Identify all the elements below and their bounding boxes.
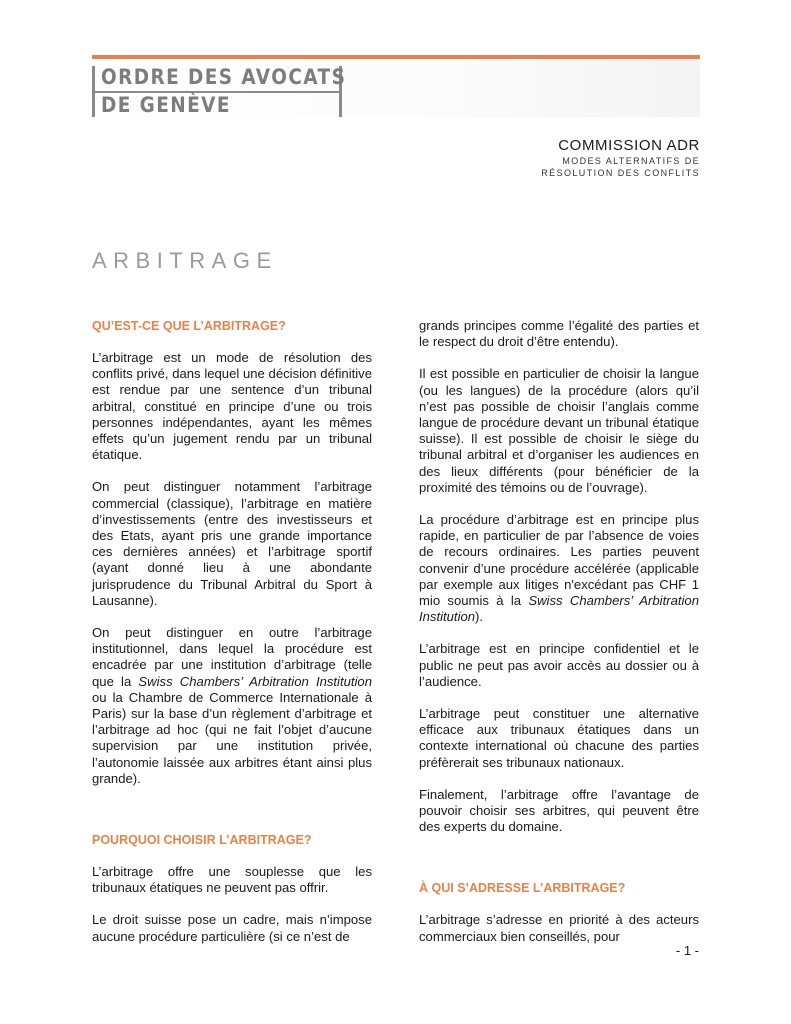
- document-title: ARBITRAGE: [92, 248, 278, 273]
- logo-line-2: DE GENÈVE: [101, 93, 231, 117]
- paragraph: Le droit suisse pose un cadre, mais n’impose aucune procédure particulière (si ce n’est de: [92, 912, 372, 944]
- section-heading-quest-ce: QU’EST-CE QUE L’ARBITRAGE?: [92, 319, 286, 333]
- paragraph-text: ).: [475, 609, 484, 625]
- logo-line-1: ORDRE DES AVOCATS: [101, 65, 347, 89]
- paragraph-text: La procédure d’arbitrage est en principe plus rapide, en particulier de par l’absence de voies de recours ordinaires. Les parties peuvent convenir d’une procédure accélérée (applicable par exemple aux litiges n'excédant pas CHF 1 mio soumis à la: [419, 512, 699, 609]
- right-column: [419, 318, 699, 945]
- paragraph: [92, 625, 372, 787]
- institution-name: Swiss Chambers’ Arbitration Institution: [138, 673, 372, 689]
- paragraph: [419, 512, 699, 625]
- commission-subtitle-2: RÉSOLUTION DES CONFLITS: [541, 168, 700, 178]
- paragraph: L’arbitrage offre une souplesse que les tribunaux étatiques ne peuvent pas offrir.: [92, 864, 372, 896]
- page-number: - 1 -: [675, 943, 699, 958]
- paragraph: L’arbitrage est en principe confidentiel et le public ne peut pas avoir accès au dossier ou à l’audience.: [419, 641, 699, 689]
- paragraph-text: ou la Chambre de Commerce Internationale à Paris) sur la base d’un règlement d’arbitrage et l’arbitrage ad hoc (qui ne fait l’objet d’aucune supervision par une institution privée, l’autonomie laissée aux arbitres étant ainsi plus grande).: [92, 689, 372, 786]
- commission-subtitle-1: MODES ALTERNATIFS DE: [562, 156, 700, 166]
- commission-title: COMMISSION ADR: [558, 137, 700, 154]
- commission-block: [541, 137, 700, 179]
- paragraph: grands principes comme l’égalité des parties et le respect du droit d’être entendu).: [419, 318, 699, 350]
- section-heading-a-qui: À QUI S’ADRESSE L’ARBITRAGE?: [419, 881, 626, 896]
- paragraph: L’arbitrage s’adresse en priorité à des acteurs commerciaux bien conseillés, pour: [419, 912, 699, 944]
- left-column: [92, 318, 372, 945]
- institution-name: Swiss Chambers’ Arbitration Institution: [419, 593, 699, 625]
- paragraph-text: On peut distinguer en outre l’arbitrage institutionnel, dans lequel la procédure est encadrée par une institution d’arbitrage (telle que la: [92, 625, 372, 689]
- paragraph: On peut distinguer notamment l’arbitrage commercial (classique), l’arbitrage en matière d’investissements (entre des investisseurs et des Etats, ayant pris une grande importance ces dernières années) et l’arbitrage sportif (ayant donné lieu à une abondante jurisprudence du Tribunal Arbitral du Sport à Lausanne).: [92, 479, 372, 608]
- paragraph: Finalement, l’arbitrage offre l’avantage de pouvoir choisir ses arbitres, qui peuvent être des experts du domaine.: [419, 786, 699, 835]
- paragraph: L’arbitrage est un mode de résolution des conflits privé, dans lequel une décision définitive est rendue par une sentence d’un tribunal arbitral, constitué en principe d’une ou trois personnes indépendantes, ayant les mêmes effets qu’un jugement rendu par un tribunal étatique.: [92, 350, 372, 463]
- paragraph: L’arbitrage peut constituer une alternative efficace aux tribunaux étatiques dans un contexte international où chacune des parties préfèrerait ses tribunaux nationaux.: [419, 706, 699, 770]
- paragraph: Il est possible en particulier de choisir la langue (ou les langues) de la procédure (alors qu’il n’est pas possible de choisir l’anglais comme langue de procédure devant un tribunal étatique suisse). Il est possible de choisir le siège du tribunal arbitral et d’organiser les audiences en des lieux différents (pour bénéficier de la proximité des témoins ou de l’ouvrage).: [419, 366, 699, 495]
- section-heading-pourquoi: POURQUOI CHOISIR L’ARBITRAGE?: [92, 833, 312, 848]
- logo-ordre-des-avocats: [92, 66, 346, 117]
